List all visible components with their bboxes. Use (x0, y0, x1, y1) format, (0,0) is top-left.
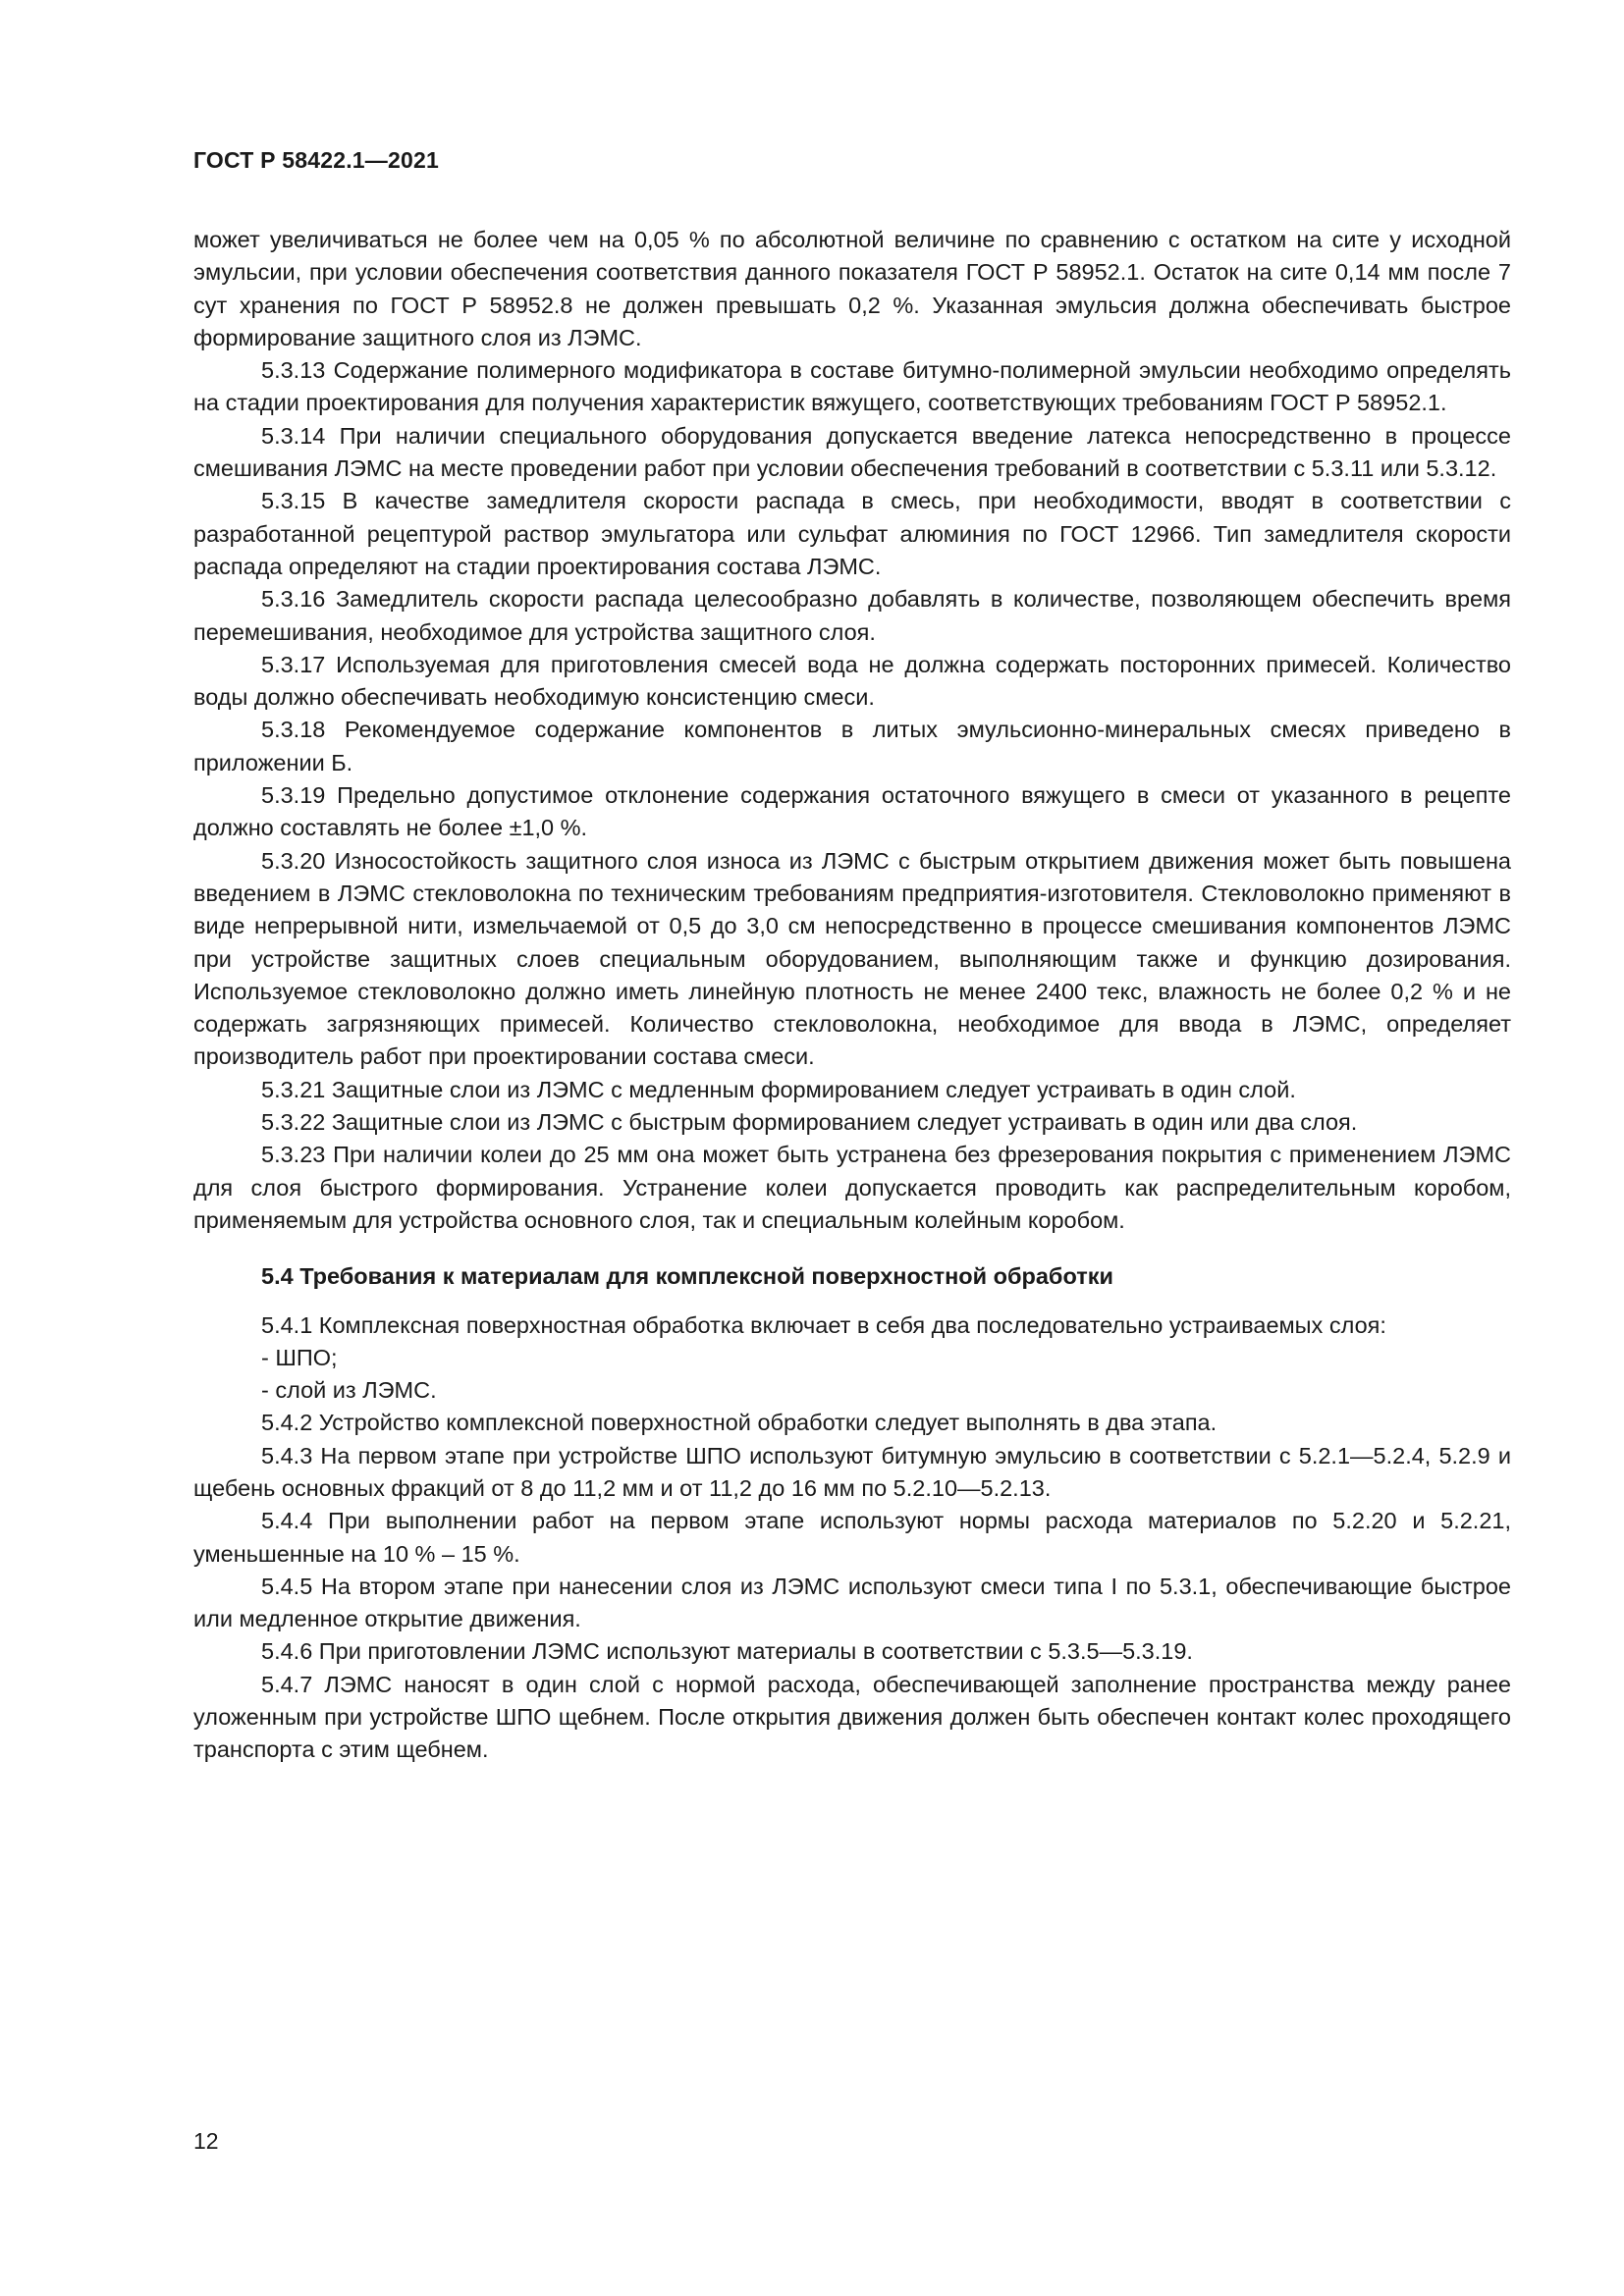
paragraph-5-3-23: 5.3.23 При наличии колеи до 25 мм она может быть устранена без фрезерования покрытия с применением ЛЭМС для слоя быстрого формирования. Устранение колеи допускается проводить как распределительным коробом, применяемым для устройства основного слоя, так и специальным колейным коробом. (193, 1142, 1511, 1233)
paragraph-5-4-5: 5.4.5 На втором этапе при нанесении слоя из ЛЭМС используют смеси типа I по 5.3.1, обеспечивающие быстрое или медленное открытие движения. (193, 1573, 1511, 1632)
paragraph-5-3-14: 5.3.14 При наличии специального оборудования допускается введение латекса непосредственно в процессе смешивания ЛЭМС на месте проведении работ при условии обеспечения требований в соответствии с 5.3.11 или 5.3.12. (193, 422, 1511, 482)
list-item: - слой из ЛЭМС. (261, 1377, 437, 1404)
page-number: 12 (193, 2128, 219, 2154)
paragraph-5-3-21: 5.3.21 Защитные слои из ЛЭМС с медленным формированием следует устраивать в один слой. (261, 1076, 1296, 1102)
list-item: - ШПО; (261, 1344, 338, 1370)
paragraph-5-4-1: 5.4.1 Комплексная поверхностная обработка включает в себя два последовательно устраиваемых слоя: (261, 1311, 1386, 1338)
paragraph-5-4-4: 5.4.4 При выполнении работ на первом этапе используют нормы расхода материалов по 5.2.20 и 5.2.21, уменьшенные на 10 % – 15 %. (193, 1508, 1511, 1567)
paragraph-5-4-7: 5.4.7 ЛЭМС наносят в один слой с нормой расхода, обеспечивающей заполнение пространства между ранее уложенным при устройстве ШПО щебнем. После открытия движения должен быть обеспечен контакт колес проходящего транспорта с этим щебнем. (193, 1671, 1511, 1763)
paragraph-5-3-19: 5.3.19 Предельно допустимое отклонение содержания остаточного вяжущего в смеси от указанного в рецепте должно составлять не более ±1,0 %. (193, 782, 1511, 841)
section-heading-5-4: 5.4 Требования к материалам для комплексной поверхностной обработки (261, 1263, 1113, 1290)
paragraph-continuation: может увеличиваться не более чем на 0,05 % по абсолютной величине по сравнению с остатком на сите у исходной эмульсии, при условии обеспечения соответствия данного показателя ГОСТ Р 58952.1. Остаток на сите 0,14 мм после 7 сут хранения по ГОСТ Р 58952.8 не должен превышать 0,2 %. Указанная эмульсия должна обеспечивать быстрое формирование защитного слоя из ЛЭМС. (193, 227, 1511, 350)
paragraph-5-3-15: 5.3.15 В качестве замедлителя скорости распада в смесь, при необходимости, вводят в соответствии с разработанной рецептурой раствор эмульгатора или сульфат алюминия по ГОСТ 12966. Тип замедлителя скорости распада определяют на стадии проектирования состава ЛЭМС. (193, 488, 1511, 579)
document-header: ГОСТ Р 58422.1—2021 (193, 147, 439, 173)
paragraph-5-3-22: 5.3.22 Защитные слои из ЛЭМС с быстрым формированием следует устраивать в один или два слоя. (261, 1109, 1358, 1136)
paragraph-5-4-3: 5.4.3 На первом этапе при устройстве ШПО используют битумную эмульсию в соответствии с 5.2.1—5.2.4, 5.2.9 и щебень основных фракций от 8 до 11,2 мм и от 11,2 до 16 мм по 5.2.10—5.2.13. (193, 1442, 1511, 1501)
paragraph-5-4-2: 5.4.2 Устройство комплексной поверхностной обработки следует выполнять в два этапа. (261, 1410, 1218, 1436)
paragraph-5-3-18: 5.3.18 Рекомендуемое содержание компонентов в литых эмульсионно-минеральных смесях приведено в приложении Б. (193, 717, 1511, 775)
paragraph-5-4-6: 5.4.6 При приготовлении ЛЭМС используют материалы в соответствии с 5.3.5—5.3.19. (261, 1638, 1193, 1665)
paragraph-5-3-16: 5.3.16 Замедлитель скорости распада целесообразно добавлять в количестве, позволяющем обеспечить время перемешивания, необходимое для устройства защитного слоя. (193, 586, 1511, 645)
paragraph-5-3-17: 5.3.17 Используемая для приготовления смесей вода не должна содержать посторонних примесей. Количество воды должно обеспечивать необходимую консистенцию смеси. (193, 651, 1511, 711)
paragraph-5-3-13: 5.3.13 Содержание полимерного модификатора в составе битумно-полимерной эмульсии необходимо определять на стадии проектирования для получения характеристик вяжущего, соответствующих требованиям ГОСТ Р 58952.1. (193, 357, 1511, 416)
document-body (193, 224, 1511, 1767)
paragraph-5-3-20: 5.3.20 Износостойкость защитного слоя износа из ЛЭМС с быстрым открытием движения может быть повышена введением в ЛЭМС стекловолокна по техническим требованиям предприятия-изготовителя. Стекловолокно применяют в виде непрерывной нити, измельчаемой от 0,5 до 3,0 см непосредственно в процессе смешивания компонентов ЛЭМС при устройстве защитных слоев специальным оборудованием, выполняющим также и функцию дозирования. Используемое стекловолокно должно иметь линейную плотность не менее 2400 текс, влажность не более 0,2 % и не содержать загрязняющих примесей. Количество стекловолокна, необходимое для ввода в ЛЭМС, определяет производитель работ при проектировании состава смеси. (193, 847, 1511, 1070)
